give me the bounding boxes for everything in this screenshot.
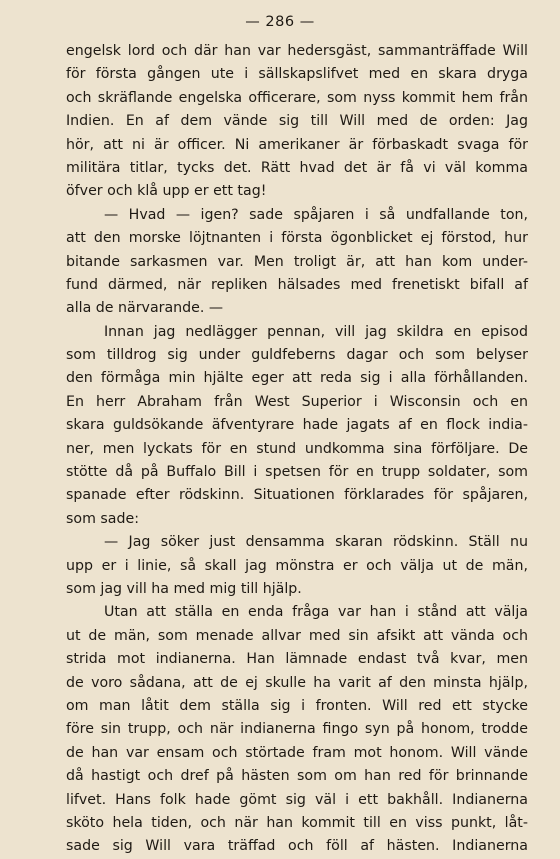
text-line: Utan att ställa en enda fråga var han i stånd att välja [104, 604, 528, 621]
text-line: alla de närvarande. — [66, 300, 224, 317]
text-line: som sade: [66, 510, 140, 527]
text-line: stötte då på Buffalo Bill i spetsen för en trupp soldater, som [66, 464, 528, 481]
text-line: engelsk lord och där han var hedersgäst, sammanträffade Will [66, 43, 528, 59]
text-line: Indien. En af dem vände sig till Will med de orden: Jag [66, 113, 528, 130]
text-line: och skräflande engelska officerare, som nyss kommit hem från [66, 89, 528, 106]
text-line: lifvet. Hans folk hade gömt sig väl i ett bakhåll. Indianerna [66, 791, 528, 808]
text-line: öfver och klå upp er ett tag! [66, 183, 267, 200]
text-line: sade sig Will vara träffad och föll af hästen. Indianerna [66, 838, 528, 855]
text-line: — Hvad — igen? sade spåjaren i så undfallande ton, [104, 206, 528, 223]
text-line: de han var ensam och störtade fram mot honom. Will vände [66, 744, 528, 761]
text-line: som tilldrog sig under guldfeberns dagar och som belyser [66, 347, 528, 364]
body-text [66, 40, 528, 859]
text-line: spanade efter rödskinn. Situationen förklarades för spåjaren, [66, 487, 528, 504]
text-line: — Jag söker just densamma skaran rödskinn. Ställ nu [104, 534, 528, 551]
text-line: ut de män, som menade allvar med sin afsikt att vända och [66, 627, 528, 644]
text-line: upp er i linie, så skall jag mönstra er och välja ut de män, [66, 557, 528, 574]
text-line: En herr Abraham från West Superior i Wisconsin och en [66, 393, 528, 410]
text-line: de voro sådana, att de ej skulle ha varit af den minsta hjälp, [66, 674, 528, 691]
text-line: sköto hela tiden, och när han kommit till en viss punkt, låt- [66, 814, 528, 831]
text-line: före sin trupp, och när indianerna fingo syn på honom, trodde [66, 721, 528, 738]
text-line: skara guldsökande äfventyrare hade jagats af en flock india- [66, 417, 528, 434]
text-line: ner, men lyckats för en stund undkomma sina förföljare. De [66, 440, 528, 457]
text-line: hör, att ni är officer. Ni amerikaner är förbaskadt svaga för [66, 136, 528, 153]
text-line: då hastigt och dref på hästen som om han red för brinnande [66, 768, 528, 785]
text-line: strida mot indianerna. Han lämnade endast två kvar, men [66, 651, 528, 668]
text-line: om man låtit dem ställa sig i fronten. Will red ett stycke [66, 697, 528, 714]
text-line: fund därmed, när repliken hälsades med frenetiskt bifall af [66, 276, 528, 293]
text-line: som jag vill ha med mig till hjälp. [66, 580, 302, 597]
text-line: bitande sarkasmen var. Men troligt är, att han kom under- [66, 253, 528, 270]
text-line: att den morske löjtnanten i första ögonblicket ej förstod, hur [66, 230, 528, 247]
text-line: den förmåga min hjälte eger att reda sig i alla förhållanden. [66, 370, 528, 387]
page-number: — 286 — [245, 14, 315, 30]
text-line: för första gången ute i sällskapslifvet med en skara dryga [66, 66, 528, 83]
text-line: Innan jag nedlägger pennan, vill jag skildra en episod [104, 323, 528, 340]
text-line: militära titlar, tycks det. Rätt hvad det är få vi väl komma [66, 159, 528, 176]
